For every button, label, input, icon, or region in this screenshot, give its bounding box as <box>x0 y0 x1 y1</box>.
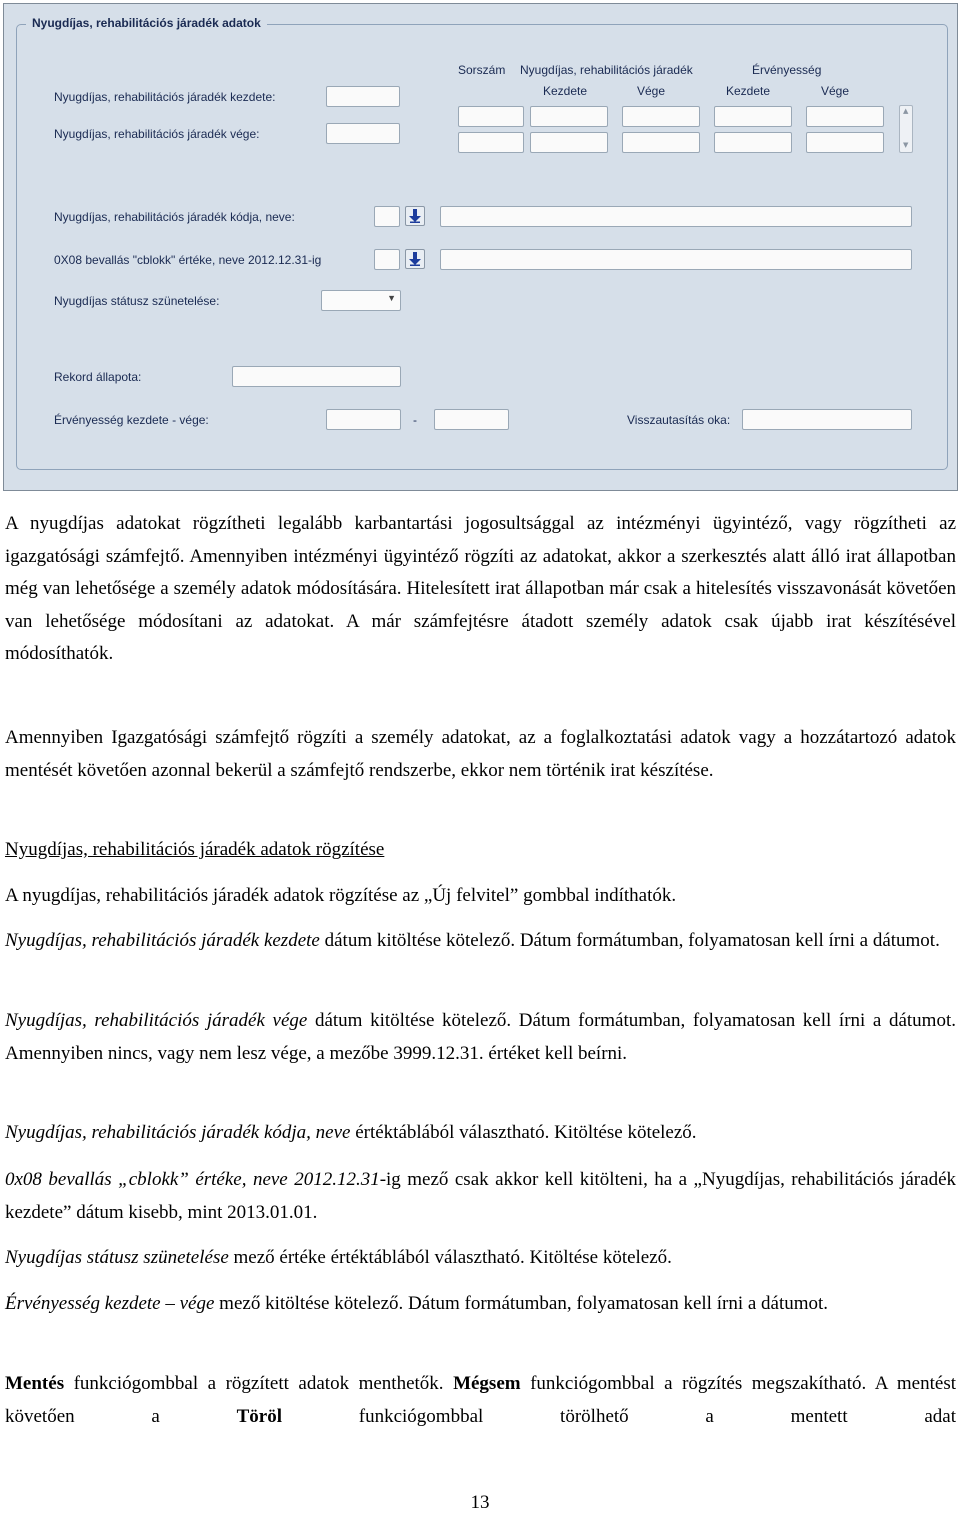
label-vege: Nyugdíjas, rehabilitációs járadék vége: <box>54 127 260 141</box>
kodja-lookup-button[interactable] <box>405 206 425 226</box>
page-number: 13 <box>470 1492 490 1513</box>
kodja-code-field[interactable] <box>374 206 400 227</box>
paragraph-9 <box>5 1288 956 1321</box>
kezdete-date-field[interactable] <box>326 86 400 107</box>
grid-cell[interactable] <box>714 132 792 153</box>
paragraph-8 <box>5 1242 956 1275</box>
paragraph-6 <box>5 1117 956 1150</box>
cblokk-lookup-button[interactable] <box>405 249 425 269</box>
paragraph-7 <box>5 1164 956 1229</box>
grid-cell[interactable] <box>458 132 524 153</box>
arrow-down-icon <box>409 209 421 223</box>
kodja-name-field[interactable] <box>440 206 912 227</box>
paragraph-9-text: mező kitöltése kötelező. Dátum formátumban, folyamatosan kell írni a dátumot. <box>214 1293 829 1314</box>
paragraph-10-text-2: funkciógombbal a rögzítés megszakítható. A mentést követően a <box>5 1373 957 1427</box>
col-nyugdij-group: Nyugdíjas, rehabilitációs járadék <box>520 63 693 77</box>
chevron-down-icon: ▼ <box>387 293 396 303</box>
vege-date-field[interactable] <box>326 123 400 144</box>
paragraph-8-text: mező értéke értéktáblából választható. Kitöltése kötelező. <box>228 1247 672 1268</box>
label-statusz: Nyugdíjas státusz szünetelése: <box>54 294 220 308</box>
paragraph-2: Amennyiben Igazgatósági számfejtő rögzíti a személy adatokat, az a foglalkoztatási adatok vagy a hozzátartozó adatok mentését követően azonnal bekerül a számfejtő rendszerbe, ekkor nem történik irat készítése. <box>5 727 956 781</box>
visszautasitas-field[interactable] <box>742 409 912 430</box>
paragraph-9-field: Érvényesség kezdete – vége <box>5 1293 215 1314</box>
label-rekord: Rekord állapota: <box>54 370 142 384</box>
grid-cell[interactable] <box>714 106 792 127</box>
col-kezdete-1: Kezdete <box>543 84 588 98</box>
section-heading: Nyugdíjas, rehabilitációs járadék adatok rögzítése <box>5 839 385 860</box>
cblokk-code-field[interactable] <box>374 249 400 270</box>
label-kodja: Nyugdíjas, rehabilitációs járadék kódja, neve: <box>54 210 295 224</box>
grid-cell[interactable] <box>806 106 884 127</box>
paragraph-10 <box>5 1368 956 1433</box>
ervenyesseg-kezdete-field[interactable] <box>326 409 401 430</box>
paragraph-6-text: értéktáblából választható. Kitöltése kötelező. <box>350 1122 697 1143</box>
grid-scrollbar[interactable] <box>899 105 913 153</box>
col-kezdete-2: Kezdete <box>726 84 771 98</box>
col-sorszam: Sorszám <box>458 63 506 77</box>
label-ervenyesseg: Érvényesség kezdete - vége: <box>54 413 209 427</box>
paragraph-10-text-3: funkciógombbal törölhető a mentett adat <box>282 1405 957 1427</box>
col-vege-1: Vége <box>637 84 666 98</box>
scroll-down-icon[interactable]: ▼ <box>903 141 909 149</box>
paragraph-6-field: Nyugdíjas, rehabilitációs járadék kódja, neve <box>5 1122 351 1143</box>
grid-cell[interactable] <box>806 132 884 153</box>
paragraph-4 <box>5 925 956 958</box>
paragraph-4-text: dátum kitöltése kötelező. Dátum formátumban, folyamatosan kell írni a dátumot. <box>319 930 940 951</box>
paragraph-1: A nyugdíjas adatokat rögzítheti legalább karbantartási jogosultsággal az intézményi ügyintéző, vagy rögzítheti az igazgatósági számfejtő. Amennyiben intézményi ügyintéző rögzíti az adatokat, akkor a szerkesztés alatt álló irat állapotban még van lehetősége a személy adatok módosítására. Hitelesített irat állapotban már csak a hitelesítés visszavonását követően van lehetősége módosítani az adatokat. A már számfejtésre átadott személy adatok csak újabb irat készítésével módosíthatók. <box>5 513 956 664</box>
paragraph-7-field: 0x08 bevallás „cblokk” értéke, neve 2012.12.31 <box>5 1169 380 1190</box>
paragraph-5-field: Nyugdíjas, rehabilitációs járadék vége <box>5 1010 308 1031</box>
grid-cell[interactable] <box>530 132 608 153</box>
label-kezdete: Nyugdíjas, rehabilitációs járadék kezdete: <box>54 90 276 104</box>
paragraph-7-text: -ig mező csak akkor kell kitölteni, ha a „Nyugdíjas, rehabilitációs járadék kezdete” dátum kisebb, mint 2013.01.01. <box>5 1169 957 1223</box>
form-title: Nyugdíjas, rehabilitációs járadék adatok <box>26 16 267 30</box>
paragraph-5-text: dátum kitöltése kötelező. Dátum formátumban, folyamatosan kell írni a dátumot. Amennyiben nincs, vagy nem lesz vége, a mezőbe 3999.12.31. értéket kell beírni. <box>5 1010 956 1064</box>
statusz-select[interactable] <box>321 290 401 311</box>
paragraph-5 <box>5 1005 956 1070</box>
grid-cell[interactable] <box>622 106 700 127</box>
grid-cell[interactable] <box>622 132 700 153</box>
paragraph-4-field: Nyugdíjas, rehabilitációs járadék kezdete <box>5 930 320 951</box>
col-ervenyesseg-group: Érvényesség <box>752 63 822 77</box>
cblokk-name-field[interactable] <box>440 249 912 270</box>
mentes-keyword: Mentés <box>5 1373 65 1394</box>
date-range-dash: - <box>413 413 417 427</box>
form-screenshot <box>3 3 958 491</box>
arrow-down-icon <box>409 252 421 266</box>
rekord-allapot-field[interactable] <box>232 366 401 387</box>
paragraph-3: A nyugdíjas, rehabilitációs járadék adatok rögzítése az „Új felvitel” gombbal indíthatók. <box>5 885 677 906</box>
torol-keyword: Töröl <box>236 1405 282 1427</box>
scroll-up-icon[interactable]: ▲ <box>903 107 909 115</box>
paragraph-8-field: Nyugdíjas státusz szünetelése <box>5 1247 229 1268</box>
col-vege-2: Vége <box>821 84 850 98</box>
grid-cell[interactable] <box>530 106 608 127</box>
paragraph-10-text-1: funkciógombbal a rögzített adatok menthetők. <box>64 1373 454 1394</box>
ervenyesseg-vege-field[interactable] <box>434 409 509 430</box>
label-visszautasitas: Visszautasítás oka: <box>627 413 731 427</box>
grid-cell[interactable] <box>458 106 524 127</box>
megsem-keyword: Mégsem <box>453 1373 521 1394</box>
label-cblokk: 0X08 bevallás "cblokk" értéke, neve 2012.12.31-ig <box>54 253 322 267</box>
